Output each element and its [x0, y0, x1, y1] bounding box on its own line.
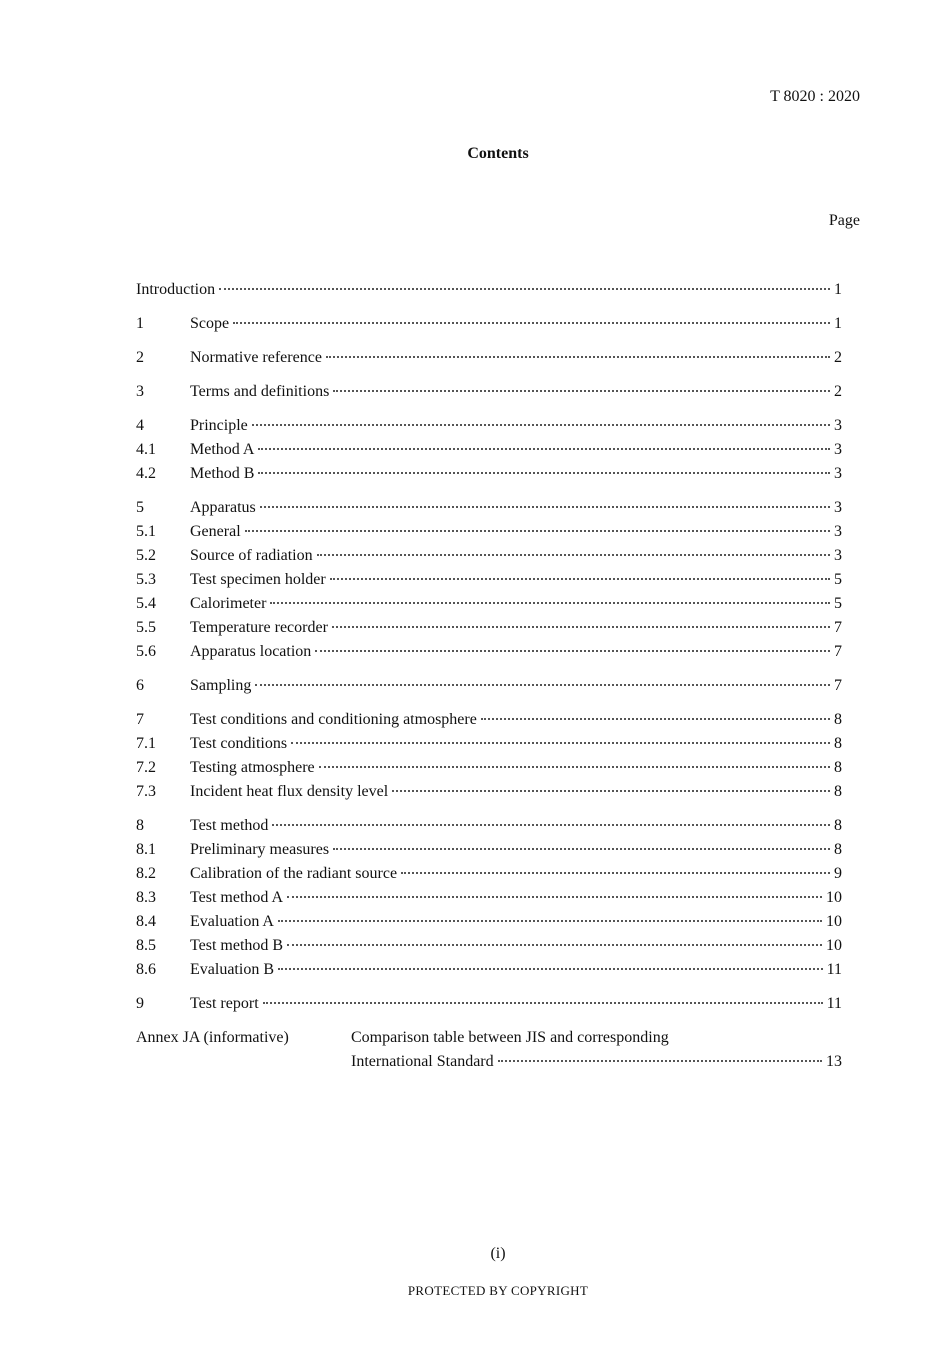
toc-section-number: 1: [136, 315, 144, 332]
toc-section-number: 8.2: [136, 865, 156, 882]
toc-section-title: Method B: [190, 465, 255, 482]
dot-leader: [278, 919, 822, 922]
toc-section-title: Terms and definitions: [190, 383, 330, 400]
dot-leader: [258, 471, 830, 474]
toc-page-number: 3: [834, 547, 842, 564]
dot-leader: [219, 287, 830, 290]
toc-section-title: Normative reference: [190, 349, 322, 366]
toc-section-title: Test method: [190, 817, 269, 834]
dot-leader: [481, 717, 830, 720]
toc-entry[interactable]: [136, 780, 842, 804]
toc-entry[interactable]: [136, 640, 842, 664]
dot-leader: [287, 943, 822, 946]
dot-leader: [260, 505, 830, 508]
toc-entry[interactable]: [136, 346, 842, 370]
toc-section-title: Evaluation B: [190, 961, 274, 978]
toc-section-title: Calibration of the radiant source: [190, 865, 398, 882]
toc-section-number: 5.3: [136, 571, 156, 588]
dot-leader: [252, 423, 830, 426]
dot-leader: [332, 625, 830, 628]
toc-page-number: 2: [834, 349, 842, 366]
dot-leader: [263, 1001, 823, 1004]
dot-leader: [233, 321, 830, 324]
copyright-notice: PROTECTED BY COPYRIGHT: [407, 1283, 589, 1298]
dot-leader: [315, 649, 830, 652]
toc-section-title: Test method B: [190, 937, 284, 954]
toc-section-number: 5.6: [136, 643, 156, 660]
toc-section-title: Scope: [190, 315, 230, 332]
toc-page-number: 8: [834, 783, 842, 800]
toc-section-number: 4.1: [136, 441, 156, 458]
dot-leader: [272, 823, 830, 826]
toc-page-number: 10: [826, 889, 842, 906]
toc-section-title: Preliminary measures: [190, 841, 330, 858]
dot-leader: [333, 847, 830, 850]
toc-page-number: 9: [834, 865, 842, 882]
toc-section-title: Apparatus location: [190, 643, 312, 660]
toc-page-number: 7: [834, 677, 842, 694]
toc-page-number: 1: [834, 281, 842, 298]
toc-section-title: Temperature recorder: [190, 619, 328, 636]
toc-entry[interactable]: [136, 992, 842, 1016]
toc-section-number: 5: [136, 499, 144, 516]
toc-section-number: 4.2: [136, 465, 156, 482]
toc-section-number: 5.2: [136, 547, 156, 564]
toc-section-title: Sampling: [190, 677, 252, 694]
toc-section-number: 8.3: [136, 889, 156, 906]
toc-entry[interactable]: [136, 312, 842, 336]
toc-section-number: 4: [136, 417, 144, 434]
toc-section-number: 9: [136, 995, 144, 1012]
dot-leader: [245, 529, 830, 532]
toc-section-title: Introduction: [136, 281, 216, 298]
toc-page-number: 5: [834, 571, 842, 588]
toc-page-number: 1: [834, 315, 842, 332]
toc-entry[interactable]: [136, 438, 842, 462]
toc-page-number: 8: [834, 817, 842, 834]
dot-leader: [317, 553, 830, 556]
toc-section-number: 7.3: [136, 783, 156, 800]
dot-leader: [498, 1059, 822, 1062]
annex-entry[interactable]: [136, 1026, 842, 1074]
toc-entry[interactable]: [136, 838, 842, 862]
toc-section-number: 5.1: [136, 523, 156, 540]
toc-section-title: Test report: [190, 995, 259, 1012]
dot-leader: [278, 967, 823, 970]
toc-page-number: 10: [826, 937, 842, 954]
annex-page-number: 13: [826, 1053, 842, 1070]
toc-page-number: 10: [826, 913, 842, 930]
annex-label: Annex JA (informative): [136, 1029, 289, 1046]
toc-page-number: 8: [834, 735, 842, 752]
dot-leader: [319, 765, 830, 768]
toc-section-number: 8.5: [136, 937, 156, 954]
dot-leader: [291, 741, 830, 744]
toc-page-number: 3: [834, 499, 842, 516]
dot-leader: [270, 601, 830, 604]
toc-page-number: 3: [834, 441, 842, 458]
page-column-heading: Page: [828, 212, 860, 229]
dot-leader: [258, 447, 830, 450]
footer-page-number: (i): [490, 1245, 506, 1262]
toc-section-number: 5.5: [136, 619, 156, 636]
page-title: Contents: [467, 145, 529, 162]
toc-entry[interactable]: [136, 496, 842, 520]
toc-page-number: 8: [834, 711, 842, 728]
toc-page-number: 2: [834, 383, 842, 400]
annex-title-line-2: [351, 1050, 842, 1074]
toc-entry[interactable]: [136, 732, 842, 756]
toc-entry[interactable]: [136, 886, 842, 910]
toc-section-title: Calorimeter: [190, 595, 267, 612]
toc-entry[interactable]: [136, 910, 842, 934]
annex-title-part-1: Comparison table between JIS and corresponding: [351, 1029, 669, 1046]
toc-page-number: 8: [834, 841, 842, 858]
toc-section-title: General: [190, 523, 241, 540]
toc-section-number: 6: [136, 677, 144, 694]
toc-section-number: 8.6: [136, 961, 156, 978]
dot-leader: [401, 871, 830, 874]
toc-page-number: 7: [834, 619, 842, 636]
toc-section-title: Test specimen holder: [190, 571, 326, 588]
toc-entry[interactable]: [136, 544, 842, 568]
toc-section-number: 8.1: [136, 841, 156, 858]
annex-title-line-1: [351, 1026, 842, 1050]
toc-section-title: Test conditions: [190, 735, 288, 752]
toc-section-number: 2: [136, 349, 144, 366]
toc-entry[interactable]: [136, 958, 842, 982]
toc-section-title: Test conditions and conditioning atmosphere: [190, 711, 477, 728]
annex-title-part-2: International Standard: [351, 1053, 494, 1070]
toc-entry[interactable]: [136, 414, 842, 438]
toc-entry[interactable]: [136, 862, 842, 886]
toc-section-title: Principle: [190, 417, 248, 434]
dot-leader: [333, 389, 830, 392]
toc-page-number: 11: [826, 961, 842, 978]
dot-leader: [255, 683, 830, 686]
document-id: T 8020 : 2020: [770, 88, 860, 105]
toc-section-title: Test method A: [190, 889, 284, 906]
toc-page-number: 3: [834, 523, 842, 540]
toc-entry[interactable]: [136, 934, 842, 958]
toc-entry[interactable]: [136, 592, 842, 616]
toc-entry[interactable]: [136, 462, 842, 486]
toc-page-number: 5: [834, 595, 842, 612]
toc-entry[interactable]: [136, 674, 842, 698]
toc-section-title: Source of radiation: [190, 547, 313, 564]
table-of-contents: [136, 278, 842, 1074]
toc-page-number: 8: [834, 759, 842, 776]
toc-entry[interactable]: [136, 616, 842, 640]
toc-section-title: Evaluation A: [190, 913, 274, 930]
toc-page-number: 7: [834, 643, 842, 660]
dot-leader: [287, 895, 822, 898]
toc-section-number: 7: [136, 711, 144, 728]
toc-section-number: 7.2: [136, 759, 156, 776]
toc-section-title: Method A: [190, 441, 255, 458]
toc-section-number: 3: [136, 383, 144, 400]
toc-section-number: 8: [136, 817, 144, 834]
dot-leader: [326, 355, 830, 358]
toc-section-number: 8.4: [136, 913, 156, 930]
toc-section-number: 5.4: [136, 595, 156, 612]
toc-section-title: Apparatus: [190, 499, 256, 516]
toc-section-number: 7.1: [136, 735, 156, 752]
toc-entry[interactable]: [136, 568, 842, 592]
toc-entry[interactable]: [136, 756, 842, 780]
toc-section-title: Incident heat flux density level: [190, 783, 389, 800]
toc-entry[interactable]: [136, 708, 842, 732]
dot-leader: [392, 789, 830, 792]
toc-page-number: 11: [826, 995, 842, 1012]
toc-entry[interactable]: [136, 814, 842, 838]
toc-section-title: Testing atmosphere: [190, 759, 315, 776]
toc-entry[interactable]: [136, 380, 842, 404]
dot-leader: [330, 577, 830, 580]
toc-entry[interactable]: [136, 278, 842, 302]
toc-page-number: 3: [834, 417, 842, 434]
toc-entry[interactable]: [136, 520, 842, 544]
toc-page-number: 3: [834, 465, 842, 482]
